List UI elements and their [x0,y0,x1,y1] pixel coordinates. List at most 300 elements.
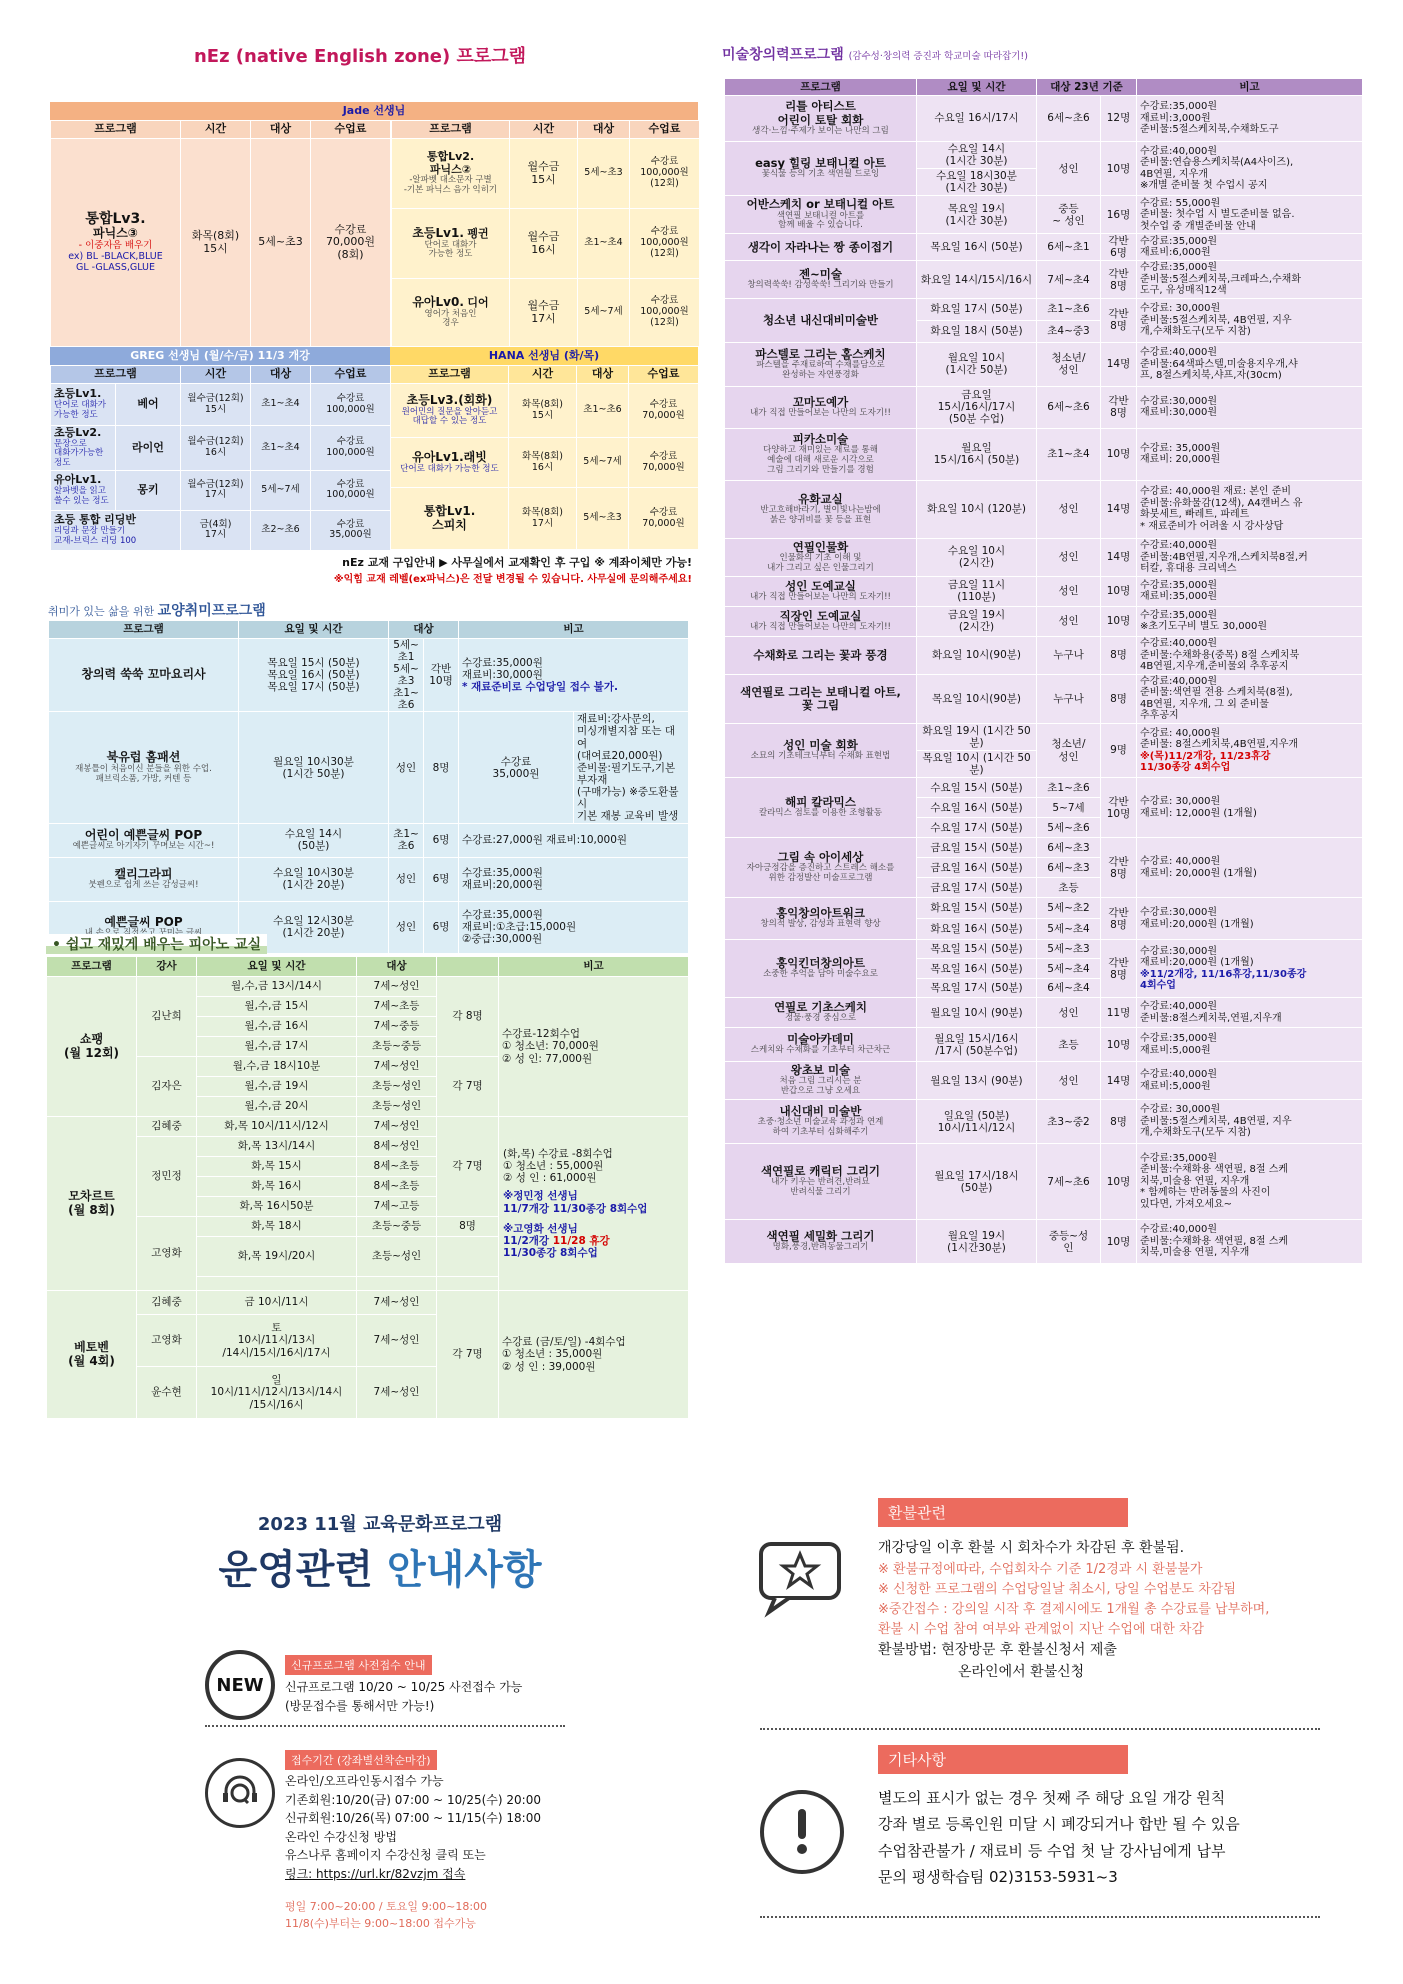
program-time: 월,수,금 16시 [197,1017,357,1037]
program-note: 영어가 처음인 경우 [424,308,477,329]
program-target: 6세~초6 [1037,386,1101,428]
table-row [392,209,700,279]
program-time: 금요일 15시 (50분) [917,838,1037,858]
program-note-cell [1137,142,1363,196]
program-time: 화,목 16시 [197,1177,357,1197]
program-target: 청소년/ 성인 [1037,723,1101,777]
program-count: 10명 [1101,1220,1137,1264]
program-target: 초등~중등 [357,1037,437,1057]
refund-line: ※중간접수 : 강의일 시작 후 결제시에도 1개월 총 수강료를 납부하며, [878,1601,1270,1617]
col-fee: 수업료 [311,121,391,139]
jade-program [51,139,181,347]
program-target: 7세~성인 [357,977,437,997]
teacher-name: 몽키 [116,470,181,510]
art-table [724,78,1363,1264]
headset-icon [205,1758,275,1828]
program-note-cell [1137,1100,1363,1144]
program-name-cell [725,940,917,998]
book-info: nEz 교재 구입안내 ▶ 사무실에서 교재확인 후 구입 ※ 계좌이체만 가능! [342,555,692,569]
program-note-highlight: 11/30종강 8회수업 [503,1246,598,1259]
table-row [725,96,1363,142]
program-target: 초1~초6 [1037,778,1101,798]
program-time: 월요일 10시30분 (1시간 50분) [239,712,389,824]
program-name: 유아Lv0. [412,294,464,309]
hobby-table [48,620,689,954]
refund-line: 환불 시 수업 참여 여부와 관계없이 지난 수업에 대한 차감 [878,1622,1205,1638]
program-name: 생각이 자라나는 짱 종이접기 [747,239,894,254]
program-note: 수강료:35,000원 재료비:35,000원 [1140,579,1218,603]
table-row [725,261,1363,299]
program-name-cell [725,261,917,299]
program-note: ex) BL -BLACK,BLUE [68,250,163,262]
table-row [725,606,1363,636]
table-row [725,1100,1363,1144]
program-note-cell [1137,386,1363,428]
program-desc: 스케치와 수채화를 기초부터 차근차근 [750,1045,891,1056]
col-program: 프로그램 [49,621,239,639]
program-note-cell [1137,96,1363,142]
program-count: 각반 8명 [1101,940,1137,998]
program-name: 미술아카데미 [787,1032,854,1047]
program-count: 8명 [437,1217,499,1237]
program-target: 5세~초1 [393,639,419,664]
hobby-title [48,600,266,620]
program-target: 초1~초4 [251,426,311,471]
program-name: 연필인물화 [792,540,849,554]
period-tab: 접수기간 (강좌별선착순마감) [285,1750,437,1770]
program-desc: 꽃식물 등의 기초 색연필 드로잉 [761,169,880,180]
col-fee: 수업료 [630,121,700,139]
program-target: 6세~초1 [1037,234,1101,261]
program-target: 5세~초3 [393,663,419,688]
program-desc: 초중·청소년 미술교육 과정과 연계 하여 기초부터 심화해주기 [757,1117,884,1138]
program-name: 북유럽 홈패션 [106,749,181,764]
teacher-name: 라이언 [116,426,181,471]
program-target: 5~7세 [1037,798,1101,818]
program-name: 유화교실 [798,492,843,506]
program-note: 수강료: 30,000원 준비물:5절스케치북, 4B연필, 지우 개,수채화도구(모두 지참) [1140,1104,1292,1139]
program-target: 5세~초2 [1037,898,1101,919]
warning-icon [760,1790,844,1874]
program-desc: 인물화의 기초 이해 및 내가 그리고 싶은 인물그리기 [767,553,874,573]
program-note-cell [1137,606,1363,636]
program-name-cell [725,606,917,636]
program-name: 내신대비 미술반 [779,1104,862,1119]
program-note-cell [1137,1144,1363,1220]
program-note: 수강료:30,000원 재료비:30,000원 [1140,395,1218,419]
program-target: 청소년/ 성인 [1037,342,1101,386]
table-row [725,998,1363,1028]
program-count: 각반 8명 [1101,298,1137,342]
program-name-cell [725,342,917,386]
table-row [49,639,689,712]
program-note-cell [1137,342,1363,386]
program-target: 누구나 [1037,674,1101,723]
program-time: 목요일 10시(90분) [917,674,1037,723]
program-note: 수강료:35,000원 준비물:수채화용 색연필, 8절 스케 치북,미술용 연필, 지우개 * 함께하는 반려동물의 사진이 있다면, 가져오세요~ [1140,1152,1289,1210]
program-time: 수요일 10시 (2시간) [917,538,1037,576]
program-target: 중등 ~ 성인 [1037,196,1101,234]
program-note-highlight: ※정민정 선생님 11/7개강 11/30종강 8회수업 [503,1190,648,1215]
teacher-name: 고영화 [137,1217,197,1291]
program-target: 5세~초4 [1037,919,1101,940]
program-count: 6명 [424,857,459,901]
greg-table [50,365,391,551]
program-name: 통합Lv1. 스피치 [423,503,476,532]
table-row [725,778,1363,798]
program-count: 각반 8명 [1101,386,1137,428]
program-time: 화,목 19시/20시 [197,1237,357,1277]
program-time: 일 10시/11시/12시/13시/14시 /15시/16시 [197,1367,357,1419]
table-row [725,342,1363,386]
program-target: 초1~초6 [389,823,424,857]
program-target: 성인 [1037,576,1101,606]
period-line: 유스나루 홈페이지 수강신청 클릭 또는 [285,1848,486,1863]
program-time: 월수금(12회) 16시 [181,426,251,471]
col-target: 대상 [251,121,311,139]
program-count: 10명 [1101,1144,1137,1220]
program-time: 월요일 10시 (90분) [917,998,1037,1028]
program-note: 수강료:35,000원 ※초기도구비 별도 30,000원 [1140,609,1268,633]
program-target: 6세~초6 [1037,96,1101,142]
col-program: 프로그램 [725,79,917,96]
program-time: 화목(8회) 16시 [509,438,577,488]
col-teacher: 강사 [137,957,197,977]
program-count: 각반 8명 [1101,898,1137,940]
period-line: 기존회원:10/20(금) 07:00 ~ 10/25(수) 20:00 [285,1792,541,1807]
program-fee: 수강료 100,000원 (12회) [630,209,700,279]
col-count [437,957,499,977]
program-name-cell [725,234,917,261]
table-row [725,674,1363,723]
program-time: 화,목 18시 [197,1217,357,1237]
col-target: 대상 23년 기준 [1037,79,1137,96]
program-count: 각 7명 [437,1057,499,1117]
program-note: 수강료-12회수업 ① 청소년: 70,000원 ② 성 인: 77,000원 [499,977,689,1117]
teacher-name: 디어 [467,295,489,309]
program-time: 화요일 19시 (1시간 50분) [917,723,1037,750]
program-note: 수강료 (금/토/일) -4회수업 ① 청소년 : 35,000원 ② 성 인 : 39,000원 [499,1291,689,1419]
program-name: 초등Lv1. [54,387,102,401]
program-name: 꼬마도예가 [792,394,849,409]
program-note: 단어로 대화가 가능한 정도 [424,239,477,260]
teacher-name: 고영화 [137,1315,197,1367]
program-time: 수요일 17시 (50분) [917,818,1037,838]
refund-line: ※ 환불규정에따라, 수업회차수 기준 1/2경과 시 환불불가 [878,1561,1203,1577]
program-time: 화,목 16시50분 [197,1197,357,1217]
program-time: 화목(8회) 17시 [509,488,577,550]
program-time: 월,수,금 20시 [197,1097,357,1117]
program-target: 초2~초6 [251,510,311,550]
program-note-cell [1137,298,1363,342]
program-desc: 창의력쑥쑥! 감성쑥쑥! 그리기와 만들기 [747,280,894,291]
refund-line: 개강당일 이후 환불 시 회차수가 차감된 후 환불됨. [878,1540,1185,1556]
program-target: 5세~7세 [577,438,629,488]
program-name: 모차르트 (월 8회) [47,1117,137,1291]
program-note-cell [1137,538,1363,576]
program-fee: 수강료 100,000원 (12회) [630,279,700,347]
program-note-cell [1137,723,1363,777]
program-count: 각반 6명 [1101,234,1137,261]
program-name: 통합Lv2. [426,150,475,164]
program-target: 초1~초4 [251,384,311,426]
program-count: 각 8명 [437,977,499,1057]
program-target: 초등 [1037,1028,1101,1062]
table-row [392,139,700,209]
teacher-name: 베어 [116,384,181,426]
program-count: 6명 [424,823,459,857]
col-note: 비고 [459,621,689,639]
table-row [725,1028,1363,1062]
program-note: 수강료:40,000원 준비물:8절스케치북,연필,지우개 [1140,1001,1282,1024]
program-note: 수강료:40,000원 재료비:5,000원 [1140,1069,1218,1092]
col-fee: 수업료 [629,366,699,384]
program-note-cell [1137,898,1363,940]
col-note: 비고 [499,957,689,977]
program-time: 수요일 15시 (50분) [917,778,1037,798]
col-time: 시간 [181,366,251,384]
table-row [49,823,689,857]
program-fee: 수강료 100,000원 [311,426,391,471]
col-fee: 수업료 [311,366,391,384]
program-target: 초1~초6 [1037,298,1101,320]
program-name-cell [725,428,917,480]
program-time: 목요일 17시 (50분) [917,978,1037,997]
program-target: 성인 [1037,538,1101,576]
program-target: 7세~초4 [1037,261,1101,299]
program-desc: 예쁜글씨로 아기자기 꾸며보는 시간~! [72,841,215,852]
teacher-name: 김자은 [137,1057,197,1117]
program-note: 단어로 대화가 가능한 정도 [54,400,106,420]
program-target: 초1~초6 [393,687,419,712]
program-target: 성인 [1037,1062,1101,1100]
program-note: - 이중자음 배우기 [78,240,153,252]
divider [760,1728,1320,1730]
program-target: 7세~중등 [357,1017,437,1037]
program-target: 5세~초3 [578,139,630,209]
program-note-red: 11/28 휴강 [552,1234,610,1247]
program-name-cell [725,998,917,1028]
program-count: 16명 [1101,196,1137,234]
program-note: 수강료:35,000원 재료비:5,000원 [1140,1033,1218,1056]
program-note: (화,목) 수강료 -8회수업 ① 청소년 : 55,000원 ② 성 인 : 61,000원 [503,1148,613,1185]
program-time: 수요일 12시30분 (1시간 20분) [239,901,389,953]
table-row [391,438,699,488]
program-note-cell [1137,428,1363,480]
period-hours: 평일 7:00~20:00 / 토요일 9:00~18:00 [285,1899,488,1913]
nez-section [50,102,698,585]
program-time: 화요일 17시 (50분) [917,298,1037,320]
art-title [722,44,1028,64]
program-count: 14명 [1101,480,1137,538]
program-name: 초등 통합 리딩반 [54,513,137,527]
program-note: 수강료:35,000원 준비물:5절스케치북,크레파스,수채화 도구, 유성매직12색 [1140,262,1302,297]
program-time: 수요일 16시/17시 [917,96,1037,142]
banner-title-part: 안내사항 [386,1547,542,1593]
refund-line: 온라인에서 환불신청 [958,1663,1085,1680]
program-name: 베토벤 (월 4회) [47,1291,137,1419]
program-count: 14명 [1101,342,1137,386]
program-name: 어반스케치 or 보태니컬 아트 [746,197,895,212]
program-target: 8세~초등 [357,1157,437,1177]
program-count: 각 7명 [437,1117,499,1217]
program-name-cell [725,576,917,606]
program-note: 수강료:35,000원 재료비:3,000원 준비물:5절스케치북,수채화도구 [1140,101,1279,136]
program-note: 수강료:35,000원 재료비:20,000원 [459,857,689,901]
program-name: 통합Lv3. [85,211,146,228]
program-count: 8명 [1101,674,1137,723]
program-time: 금 10시/11시 [197,1291,357,1315]
program-count: 8명 [1101,1100,1137,1144]
program-name-cell [725,196,917,234]
program-target: 초등~중등 [357,1217,437,1237]
table-row [725,576,1363,606]
program-note: 수강료:35,000원 재료비:6,000원 [1140,235,1218,259]
program-name: easy 힐링 보태니컬 아트 [755,156,886,171]
table-row [725,428,1363,480]
program-desc: 소묘의 기초테크닉부터 수채화 표현법 [750,751,891,762]
program-note: 리딩과 문장 만들기 교재-브릭스 리딩 100 [54,525,137,546]
table-row [725,538,1363,576]
program-time: 화요일 15시 (50분) [917,898,1037,919]
program-time: 월요일 15시/16시 /17시 (50분수업) [917,1028,1037,1062]
table-row [51,384,391,426]
program-note: 수강료:30,000원 재료비:20,000원 (1개월) [1140,907,1254,930]
etc-tab: 기타사항 [878,1745,1128,1774]
new-notice-text: 신규프로그램 10/20 ~ 10/25 사전접수 가능 (방문접수를 통해서만 가능!) [285,1680,523,1713]
col-time: 요일 및 시간 [239,621,389,639]
program-count: 9명 [1101,723,1137,777]
program-time: 수요일 18시30분 (1시간 30분) [917,169,1037,196]
program-name: 창의력 쑥쑥 꼬마요리사 [49,639,239,712]
program-name-cell [725,898,917,940]
etc-text [878,1785,1338,1890]
program-note: 수강료:40,000원 준비물:4B연필,지우개,스케치북8절,커 터칼, 휴대용 크리넥스 [1140,540,1308,575]
program-note-cell [1137,1062,1363,1100]
col-program: 프로그램 [47,957,137,977]
program-time: 월요일 15시/16시 (50분) [917,428,1037,480]
program-desc: 파스텔을 주재료하여 수채를담으로 완성하는 자연풍경화 [756,360,885,380]
program-desc: 내가 직접 만들어보는 나만의 도자기!! [750,622,891,633]
piano-table [46,956,689,1419]
hobby-title-prefix: 취미가 있는 삶을 위한 [48,605,155,618]
program-note: 수강료: 35,000원 재료비: 20,000원 [1140,442,1221,466]
program-note: 수강료:35,000원 재료비:30,000원 [462,657,543,682]
program-target: 성인 [1037,142,1101,196]
program-time: 금요일 19시 (2시간) [917,606,1037,636]
jade-left-table [50,120,391,347]
program-target: 5세~초3 [1037,940,1101,959]
program-desc: 내가 직접 만들어보는 나만의 도자기!! [750,408,891,419]
program-note: 수강료:27,000원 재료비:10,000원 [459,823,689,857]
program-name: 청소년 내신대비미술반 [762,312,879,327]
program-time: 화요일 16시 (50분) [917,919,1037,940]
hana-teacher-header: HANA 선생님 (화/목) [390,347,698,365]
program-name-cell [725,1062,917,1100]
etc-line: 강좌 별로 등록인원 미달 시 폐강되거나 합반 될 수 있음 [878,1815,1240,1834]
program-note-highlight: 11/2개강 [503,1234,550,1247]
program-name-cell [725,674,917,723]
table-row [49,857,689,901]
teacher-name: 펭귄 [467,226,489,240]
program-name: 색연필로 그리는 보태니컬 아트, 꽃 그림 [740,684,901,712]
program-count: 6명 [424,901,459,953]
program-note: 수강료: 30,000원 준비물:5절스케치북, 4B연필, 지우 개,수채화도구(모두 지참) [1140,303,1292,338]
program-desc: 다양하고 재미있는 재료를 통해 예술에 대해 새로운 시각으로 그림 그리기와 만들기를 경험 [763,445,878,475]
program-time: 수요일 14시 (50분) [239,823,389,857]
program-note-cell [1137,1220,1363,1264]
program-name-cell [725,1220,917,1264]
program-count: 8명 [424,712,459,824]
program-target: 7세~성인 [357,1367,437,1419]
program-target: 8세~성인 [357,1137,437,1157]
program-note: GL -GLASS,GLUE [75,261,156,273]
program-time: 금요일 16시 (50분) [917,858,1037,878]
program-name: 왕초보 미술 [790,1063,851,1078]
program-target: 초등~성인 [357,1077,437,1097]
program-time: 월요일 13시 (90분) [917,1062,1037,1100]
etc-line: 문의 평생학습팀 02)3153-5931~3 [878,1867,1118,1886]
table-row [725,636,1363,674]
program-name: 피카소미술 [792,432,849,447]
jade-right-table [391,120,700,347]
program-time: 목요일 19시 (1시간 30분) [917,196,1037,234]
program-fee: 수강료 100,000원 [311,384,391,426]
program-time: 금요일 15시/16시/17시 (50분 수업) [917,386,1037,428]
program-time: 화목(8회) 15시 [509,384,577,438]
program-count: 10명 [1101,606,1137,636]
program-time: 금요일 17시 (50분) [917,878,1037,898]
program-time: 화요일 18시 (50분) [917,320,1037,342]
program-name: 리틀 아티스트 어린이 토탈 회화 [777,99,864,127]
hobby-title-text: 교양취미프로그램 [157,603,266,619]
program-time: 일요일 (50분) 10시/11시/12시 [917,1100,1037,1144]
program-note: 수강료: 40,000원 준비물: 8절스케치북,4B연필,지우개 [1140,727,1299,750]
col-target: 대상 [357,957,437,977]
program-count: 각반 8명 [1101,838,1137,898]
program-name-cell [725,142,917,196]
program-time: 목요일 15시 (50분) [267,657,360,670]
program-target: 5세~초4 [1037,959,1101,978]
table-row [725,298,1363,320]
program-desc: 명화,풍경,반려동물그리기 [772,1242,869,1253]
program-target: 초1~초4 [578,209,630,279]
col-program: 프로그램 [51,121,181,139]
program-target: 성인 [1037,998,1101,1028]
teacher-name: 정민정 [137,1137,197,1217]
program-target: 초3~중2 [1037,1100,1101,1144]
program-note: 수강료:40,000원 준비물:수채화용(중목) 8절 스케치북 4B연필,지우개,준비물외 추후공지 [1140,638,1300,673]
period-hours: 11/8(수)부터는 9:00~18:00 접수가능 [285,1916,476,1930]
program-count: 10명 [1101,428,1137,480]
program-name: 어린이 예쁜글씨 POP [84,827,203,842]
program-time: 수요일 14시 (1시간 30분) [917,142,1037,169]
program-name: 초등Lv2. [54,426,102,439]
banner-title-part: 운영관련 [218,1547,374,1593]
program-target: 중등~성 인 [1037,1220,1101,1264]
program-name: 쇼팽 (월 12회) [47,977,137,1117]
program-name-cell [725,838,917,898]
program-time: 토 10시/11시/13시 /14시/15시/16시/17시 [197,1315,357,1367]
program-target: 6세~초3 [1037,858,1101,878]
program-note-highlight: * 재료준비로 수업당일 접수 불가. [462,681,618,694]
table-row [725,1144,1363,1220]
program-note: 알파벳을 읽고 쓸수 있는 정도 [54,485,109,506]
program-target: 7세~성인 [357,1117,437,1137]
program-time: 목요일 15시 (50분) [917,940,1037,959]
signup-link[interactable]: 링크: https://url.kr/82vzjm 접속 [285,1866,466,1881]
program-time: 목요일 16시 (50분) [267,669,360,682]
